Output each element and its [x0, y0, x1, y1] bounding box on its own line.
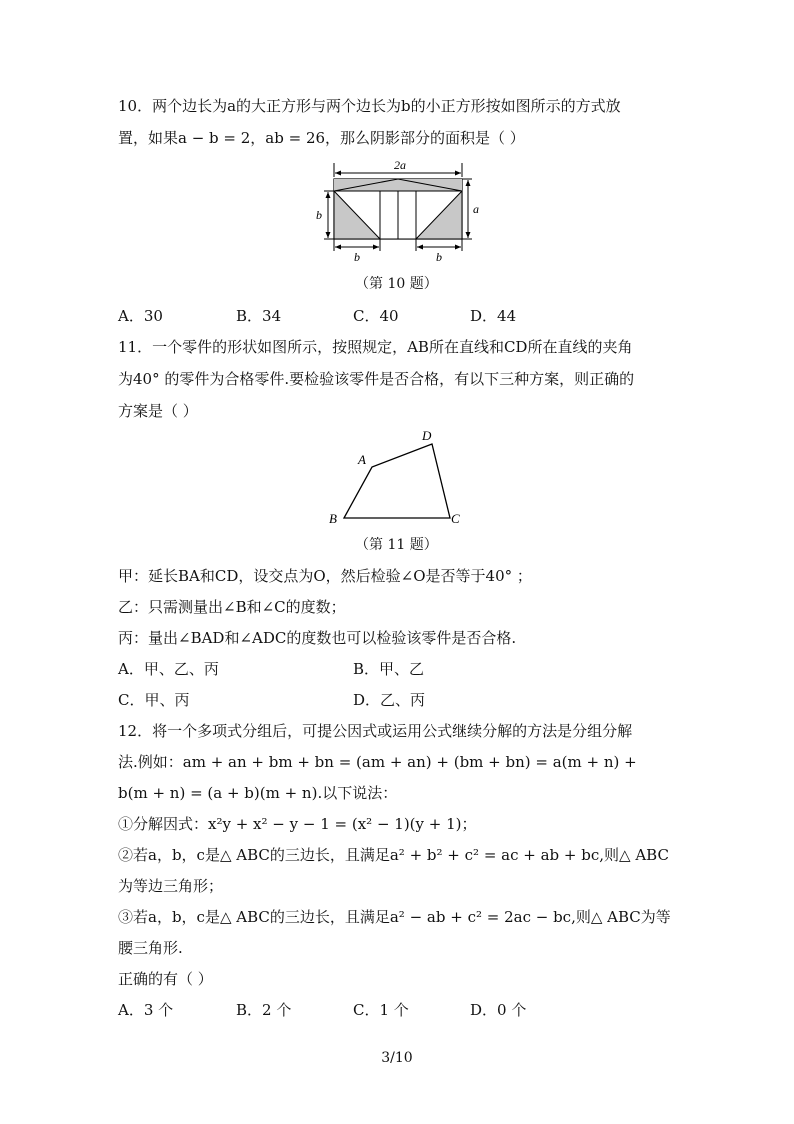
- q10-line-1: 10．两个边长为a的大正方形与两个边长为b的小正方形按如图所示的方式放: [118, 97, 621, 115]
- q10-option-d[interactable]: D．44: [470, 307, 517, 325]
- q10-label-right-a: a: [473, 202, 479, 216]
- q10-figure: [310, 155, 480, 265]
- q11-figure: [320, 422, 470, 532]
- q10-label-left-b: b: [316, 208, 322, 222]
- q11-option-b[interactable]: B．甲、乙: [353, 660, 425, 678]
- q10-caption: （第 10 题）: [355, 276, 438, 292]
- q10-option-c[interactable]: C．40: [353, 307, 399, 325]
- q12-statement-1: ①分解因式：x²y + x² − y − 1 = (x² − 1)(y + 1)；: [118, 815, 477, 833]
- q11-plan-jia: 甲：延长BA和CD，设交点为O，然后检验∠O是否等于40° ；: [118, 567, 532, 585]
- q12-statement-2b: 为等边三角形；: [118, 877, 224, 895]
- q12-option-c[interactable]: C．1 个: [353, 1001, 409, 1019]
- q12-question: 正确的有（ ）: [118, 970, 213, 988]
- q12-line-1: 12．将一个多项式分组后，可提公因式或运用公式继续分解的方法是分组分解: [118, 722, 633, 740]
- q11-option-c[interactable]: C．甲、丙: [118, 691, 190, 709]
- q10-line-2: 置，如果a − b = 2，ab = 26，那么阴影部分的面积是（ ）: [118, 129, 525, 147]
- q12-statement-3b: 腰三角形.: [118, 939, 183, 957]
- q10-option-a[interactable]: A．30: [118, 307, 163, 325]
- q11-option-d[interactable]: D．乙、丙: [353, 691, 426, 709]
- q11-caption: （第 11 题）: [355, 537, 438, 553]
- q12-line-2: 法.例如：am + an + bm + bn = (am + an) + (bm + bn) = a(m + n) +: [118, 753, 637, 771]
- q11-line-3: 方案是（ ）: [118, 402, 198, 420]
- q10-label-bottom-right-b: b: [436, 250, 442, 264]
- q11-line-1: 11．一个零件的形状如图所示，按照规定，AB所在直线和CD所在直线的夹角: [118, 338, 633, 356]
- q11-label-c: C: [451, 511, 460, 526]
- q12-option-b[interactable]: B．2 个: [236, 1001, 292, 1019]
- page-number: 3/10: [381, 1050, 413, 1066]
- q11-option-a[interactable]: A．甲、乙、丙: [118, 660, 219, 678]
- q11-line-2: 为40° 的零件为合格零件.要检验该零件是否合格，有以下三种方案，则正确的: [118, 370, 635, 388]
- q11-label-d: D: [422, 428, 432, 443]
- q11-label-a: A: [358, 452, 366, 467]
- q11-label-b: B: [329, 511, 337, 526]
- q11-plan-yi: 乙：只需测量出∠B和∠C的度数；: [118, 598, 346, 616]
- q12-statement-2a: ②若a，b，c是△ ABC的三边长，且满足a² + b² + c² = ac + ab + bc,则△ ABC: [118, 846, 669, 864]
- q12-line-3: b(m + n) = (a + b)(m + n).以下说法：: [118, 784, 398, 802]
- q12-option-d[interactable]: D．0 个: [470, 1001, 527, 1019]
- q12-statement-3a: ③若a，b，c是△ ABC的三边长，且满足a² − ab + c² = 2ac − bc,则△ ABC为等: [118, 908, 671, 926]
- q10-label-2a: 2a: [394, 158, 406, 172]
- q11-plan-bing: 丙：量出∠BAD和∠ADC的度数也可以检验该零件是否合格.: [118, 629, 517, 647]
- q10-label-bottom-left-b: b: [354, 250, 360, 264]
- q10-option-b[interactable]: B．34: [236, 307, 282, 325]
- q12-option-a[interactable]: A．3 个: [118, 1001, 174, 1019]
